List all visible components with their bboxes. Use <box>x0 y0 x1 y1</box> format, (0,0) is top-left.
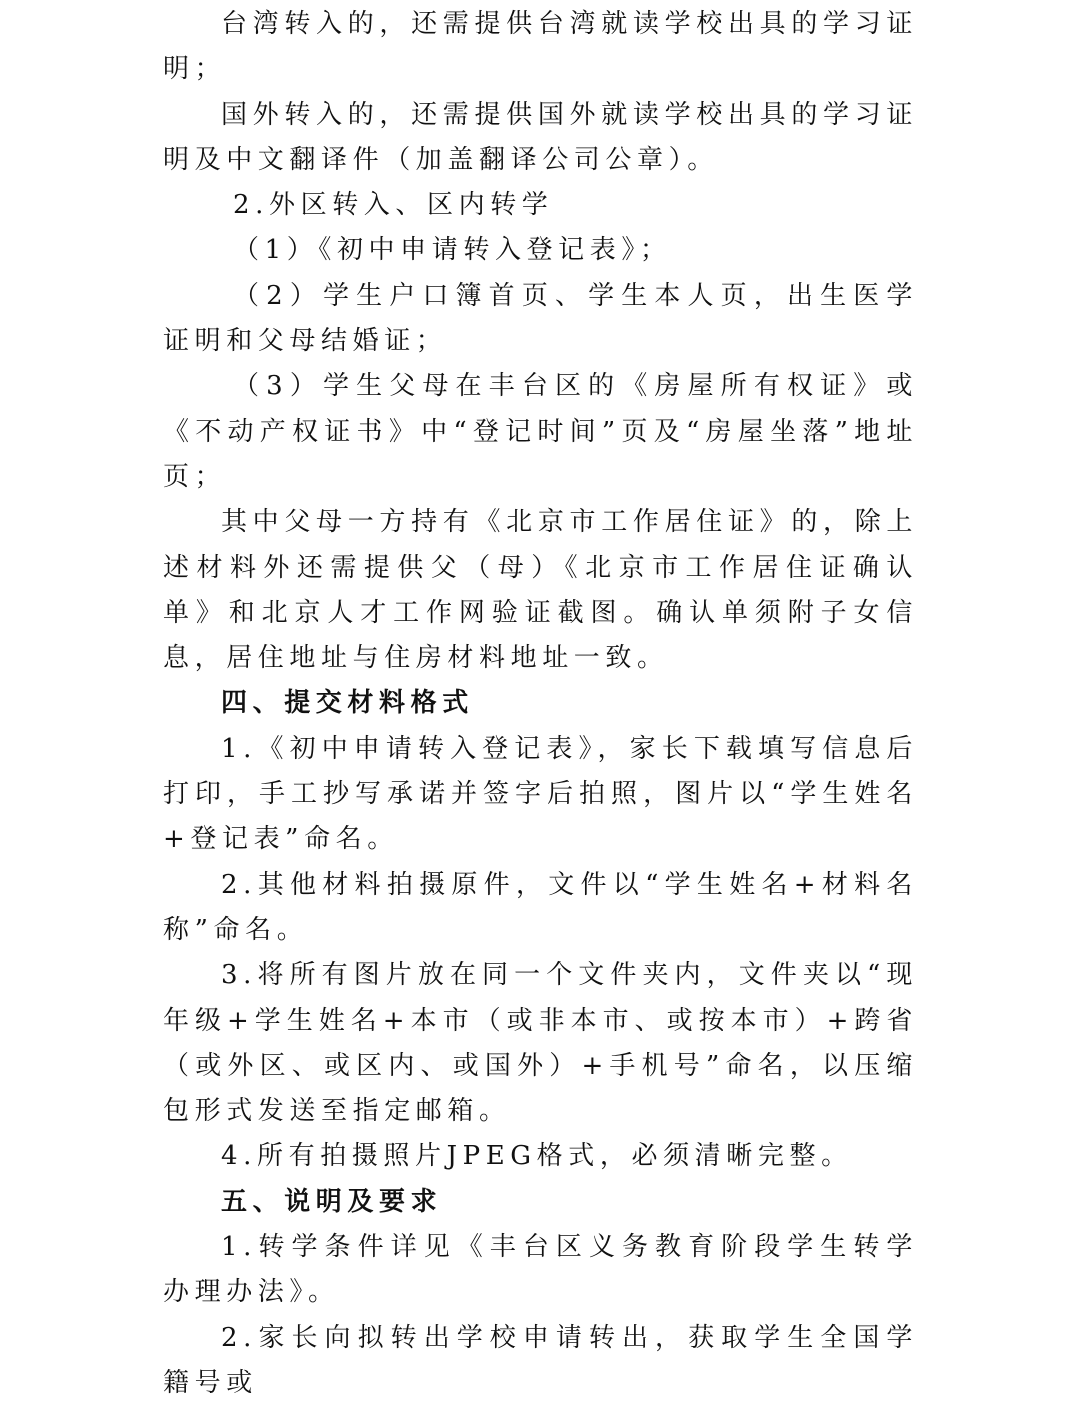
paragraph-taiwan-transfer: 台湾转入的，还需提供台湾就读学校出具的学习证明； <box>163 9 918 85</box>
sub-item-1-registration-form: （1）《初中申请转入登记表》； <box>233 235 672 266</box>
format-item-1: 1.《初中申请转入登记表》，家长下载填写信息后打印，手工抄写承诺并签字后拍照，图片以“学生姓名+登记表”命名。 <box>163 733 918 855</box>
format-item-4: 4.所有拍摄照片JPEG格式，必须清晰完整。 <box>221 1141 853 1172</box>
document-body <box>163 2 918 1406</box>
sub-item-3-property-certificate: （3）学生父母在丰台区的《房屋所有权证》或《不动产权证书》中“登记时间”页及“房屋坐落”地址页； <box>163 371 918 492</box>
paragraph-work-residence-permit: 其中父母一方持有《北京市工作居住证》的，除上述材料外还需提供父（母）《北京市工作居住证确认单》和北京人才工作网验证截图。确认单须附子女信息，居住地址与住房材料地址一致。 <box>163 507 918 674</box>
requirement-item-2: 2.家长向拟转出学校申请转出，获取学生全国学籍号或 <box>163 1322 918 1398</box>
requirement-item-1: 1.转学条件详见《丰台区义务教育阶段学生转学办理办法》。 <box>163 1232 918 1308</box>
format-item-3: 3.将所有图片放在同一个文件夹内，文件夹以“现年级+学生姓名+本市（或非本市、或按本市）+跨省（或外区、或区内、或国外）+手机号”命名，以压缩包形式发送至指定邮箱。 <box>163 960 918 1127</box>
item-2-district-transfer: 2.外区转入、区内转学 <box>233 190 554 221</box>
paragraph-foreign-transfer: 国外转入的，还需提供国外就读学校出具的学习证明及中文翻译件（加盖翻译公司公章）。 <box>163 99 918 175</box>
format-item-2: 2.其他材料拍摄原件，文件以“学生姓名+材料名称”命名。 <box>163 869 918 945</box>
section-heading-4: 四、提交材料格式 <box>221 688 474 719</box>
section-heading-5: 五、说明及要求 <box>221 1186 443 1217</box>
sub-item-2-household-register: （2）学生户口簿首页、学生本人页，出生医学证明和父母结婚证； <box>163 280 918 357</box>
